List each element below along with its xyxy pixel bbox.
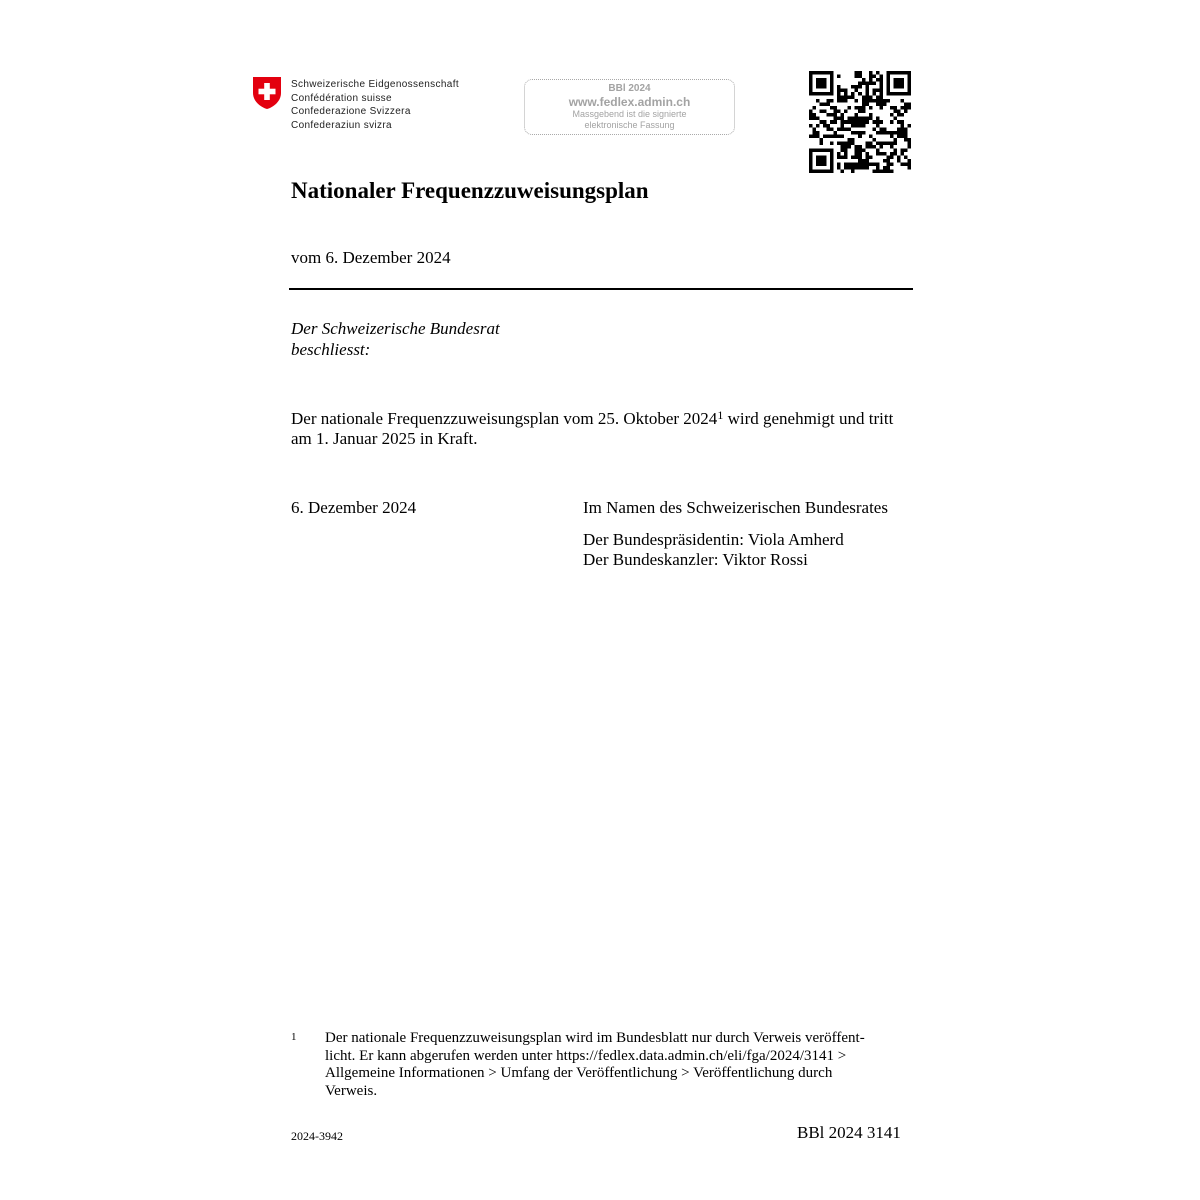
qr-code-icon (809, 71, 911, 173)
resolution-text-part1: Der nationale Frequenzzuweisungsplan vom 25. Oktober 2024 (291, 409, 718, 428)
authority-name: Der Schweizerische Bundesrat (291, 319, 500, 338)
title-divider (289, 288, 913, 290)
confederation-names (291, 78, 459, 132)
confederation-name-it: Confederazione Svizzera (291, 106, 411, 117)
signature-block (583, 498, 888, 570)
resolution-text (291, 409, 916, 449)
footnote (291, 1030, 916, 1100)
footnote-line: Allgemeine Informationen > Umfang der Veröffentlichung > Veröffentlichung durch (325, 1065, 833, 1081)
publication-stamp (524, 79, 735, 135)
stamp-bbl-year: BBl 2024 (608, 83, 651, 94)
footnote-number: 1 (291, 1031, 297, 1043)
stamp-note-line1: Massgebend ist die signierte (572, 109, 687, 119)
confederation-name-fr: Confédération suisse (291, 92, 392, 104)
document-date-line: vom 6. Dezember 2024 (291, 248, 451, 267)
stamp-note-line2: elektronische Fassung (584, 120, 675, 130)
footnote-line: Verweis. (325, 1082, 378, 1099)
document-title: Nationaler Frequenzzuweisungsplan (291, 178, 649, 203)
footnote-reference[interactable]: 1 (717, 408, 724, 422)
stamp-website: www.fedlex.admin.ch (568, 95, 691, 109)
swiss-cross-shield-icon (252, 76, 282, 110)
footnote-line: Der nationale Frequenzzuweisungsplan wird im Bundesblatt nur durch Verweis veröffent- (325, 1030, 865, 1046)
confederation-name-de: Schweizerische Eidgenossenschaft (291, 79, 459, 90)
on-behalf-line: Im Namen des Schweizerischen Bundesrates (583, 498, 888, 517)
issuing-authority (291, 318, 500, 360)
signature-date: 6. Dezember 2024 (291, 498, 417, 517)
footnote-text (325, 1030, 916, 1100)
bbl-reference: BBl 2024 3141 (797, 1123, 901, 1142)
decision-verb: beschliesst: (291, 340, 371, 359)
confederation-name-rm: Confederaziun svizra (291, 119, 392, 131)
resolution-text-part2: wird genehmigt und tritt am 1. Januar 2025 in Kraft. (291, 409, 894, 448)
footnote-line: licht. Er kann abgerufen werden unter https://fedlex.data.admin.ch/eli/fga/2024/3141 > (325, 1047, 847, 1064)
document-number: 2024-3942 (291, 1129, 343, 1143)
president-line: Der Bundespräsidentin: Viola Amherd (583, 530, 844, 549)
chancellor-line: Der Bundeskanzler: Viktor Rossi (583, 550, 808, 569)
